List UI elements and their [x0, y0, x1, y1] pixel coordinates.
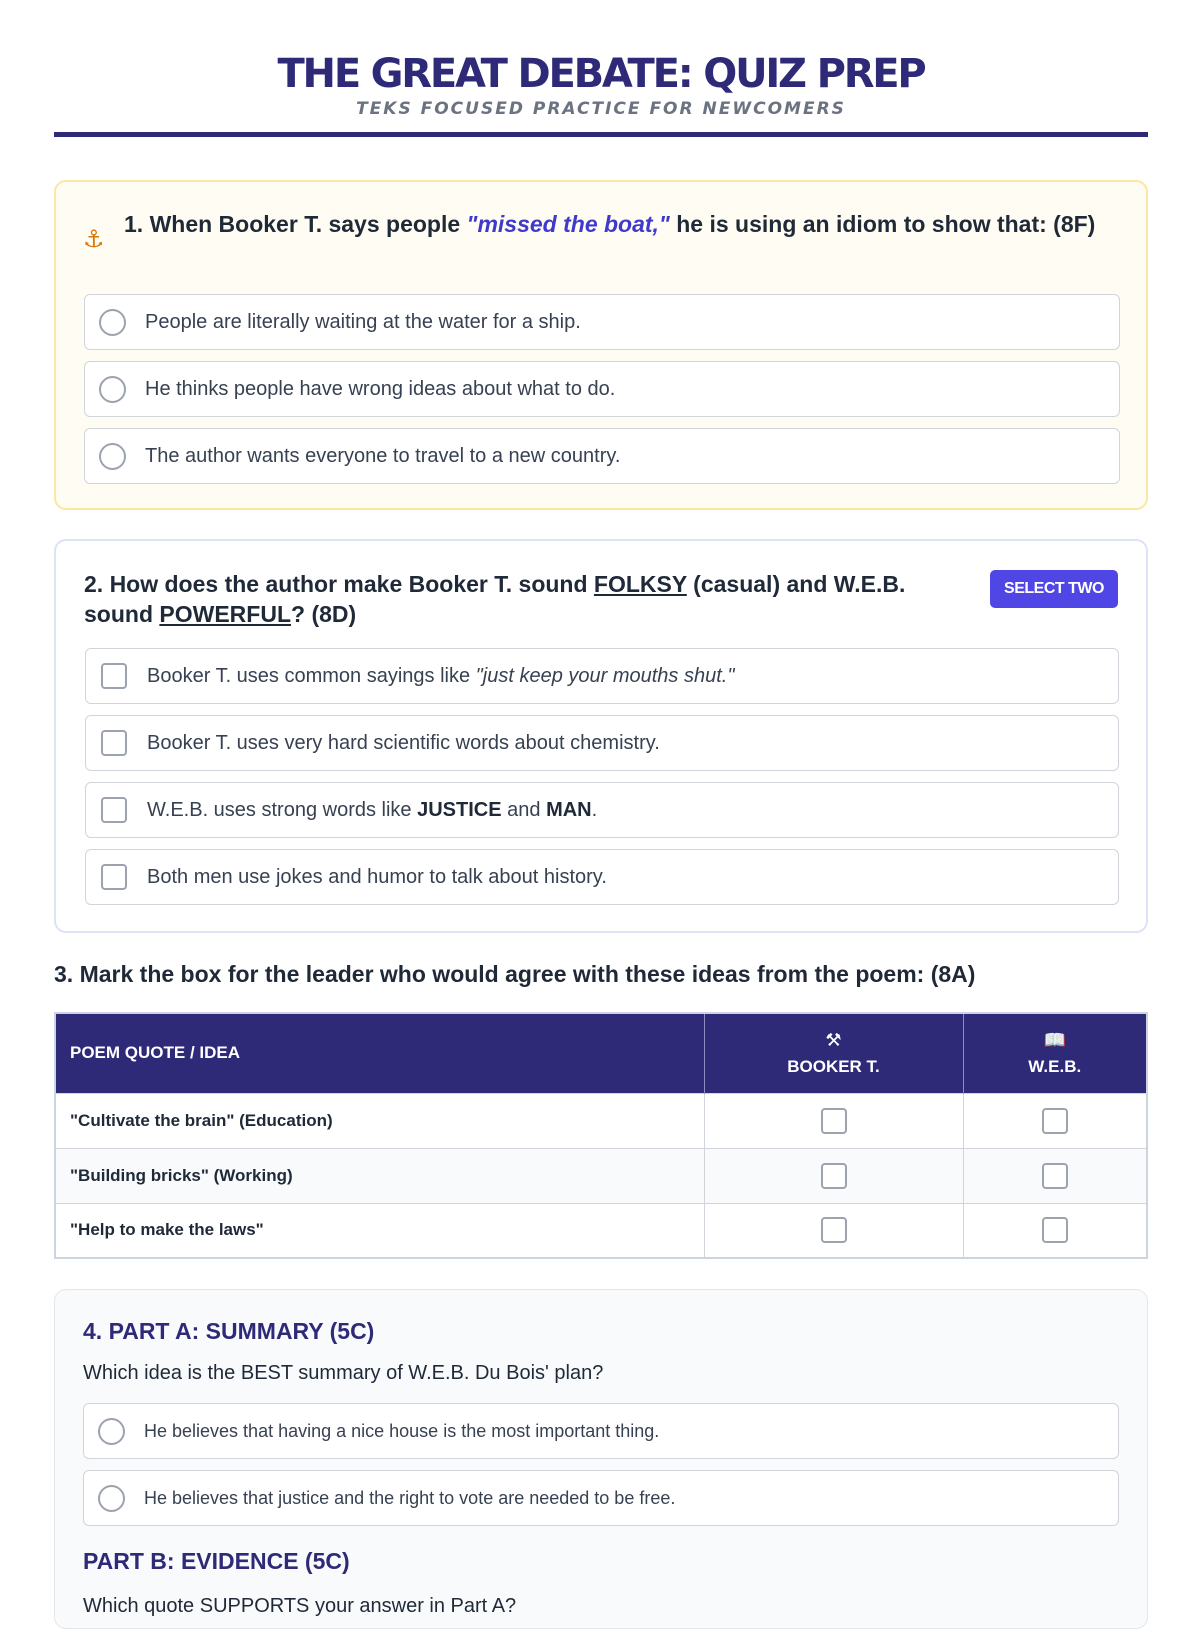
- question-1-prefix: 1. When Booker T. says people: [124, 211, 467, 237]
- page-title: THE GREAT DEBATE: QUIZ PREP: [277, 51, 925, 97]
- table-header-row: [55, 1013, 1147, 1093]
- booker-label: BOOKER T.: [787, 1057, 880, 1077]
- question-2-option-c[interactable]: [85, 782, 1119, 838]
- question-3-text: 3. Mark the box for the leader who would agree with these ideas from the poem: (8A): [54, 961, 976, 987]
- option-quote: "just keep your mouths shut.": [475, 664, 735, 687]
- header-divider: [54, 132, 1148, 137]
- radio-button[interactable]: [98, 1485, 125, 1512]
- question-2-text: [84, 569, 944, 629]
- question-2-option-a[interactable]: [85, 648, 1119, 704]
- question-1-option-b[interactable]: [84, 361, 1120, 417]
- question-2-part2: (casual) and W.E.B. sound: [84, 571, 906, 627]
- table-row: [55, 1093, 1147, 1148]
- question-1-option-c[interactable]: [84, 428, 1120, 484]
- justice-keyword: JUSTICE: [417, 798, 502, 821]
- anchor-icon: ⚓: [83, 226, 105, 253]
- part-a-question: Which idea is the BEST summary of W.E.B. Du Bois' plan?: [83, 1362, 604, 1384]
- option-label: [147, 665, 734, 688]
- poem-idea: "Building bricks" (Working): [55, 1148, 704, 1203]
- option-label: He believes that justice and the right to vote are needed to be free.: [144, 1487, 676, 1508]
- web-checkbox[interactable]: [1042, 1217, 1068, 1243]
- booker-cell: [704, 1203, 963, 1258]
- booker-checkbox[interactable]: [821, 1163, 847, 1189]
- column-header-booker: [704, 1013, 963, 1093]
- question-4-option-b[interactable]: [83, 1470, 1119, 1526]
- powerful-keyword: POWERFUL: [159, 601, 291, 627]
- option-label: Both men use jokes and humor to talk about history.: [147, 865, 607, 888]
- option-label: He thinks people have wrong ideas about what to do.: [145, 377, 616, 400]
- option-label: The author wants everyone to travel to a new country.: [145, 444, 621, 467]
- question-2-card: [54, 539, 1148, 933]
- option-text: Booker T. uses common sayings like: [147, 664, 476, 687]
- question-2-option-d[interactable]: [85, 849, 1119, 905]
- part-a-heading: 4. PART A: SUMMARY (5C): [83, 1318, 375, 1344]
- poem-idea: "Help to make the laws": [55, 1203, 704, 1258]
- radio-button[interactable]: [98, 1418, 125, 1445]
- checkbox[interactable]: [101, 730, 127, 756]
- checkbox[interactable]: [101, 797, 127, 823]
- booker-cell: [704, 1148, 963, 1203]
- part-b-heading: PART B: EVIDENCE (5C): [83, 1548, 350, 1574]
- web-checkbox[interactable]: [1042, 1163, 1068, 1189]
- question-4-card: [54, 1289, 1148, 1629]
- hammer-icon: ⚒: [825, 1030, 842, 1051]
- question-1-suffix: he is using an idiom to show that: (8F): [669, 211, 1096, 237]
- book-icon: 📖: [1043, 1030, 1066, 1051]
- option-label: [147, 799, 597, 822]
- table-row: [55, 1203, 1147, 1258]
- web-cell: [963, 1093, 1147, 1148]
- question-1-idiom: "missed the boat,": [466, 211, 670, 237]
- booker-checkbox[interactable]: [821, 1108, 847, 1134]
- question-1-option-a[interactable]: [84, 294, 1120, 350]
- column-header-web: [963, 1013, 1147, 1093]
- web-label: W.E.B.: [1028, 1057, 1082, 1077]
- option-label: He believes that having a nice house is the most important thing.: [144, 1420, 660, 1441]
- booker-checkbox[interactable]: [821, 1217, 847, 1243]
- web-cell: [963, 1148, 1147, 1203]
- leader-agreement-table: [54, 1012, 1148, 1259]
- page-header: [54, 50, 1148, 120]
- web-checkbox[interactable]: [1042, 1108, 1068, 1134]
- column-header-idea: POEM QUOTE / IDEA: [55, 1013, 704, 1093]
- question-2-part1: 2. How does the author make Booker T. sound: [84, 571, 594, 597]
- radio-button[interactable]: [99, 309, 126, 336]
- option-text: .: [591, 798, 598, 821]
- booker-cell: [704, 1093, 963, 1148]
- question-1-text: [124, 208, 1114, 240]
- question-2-part3: ? (8D): [291, 601, 357, 627]
- option-text: and: [501, 798, 547, 821]
- table-row: [55, 1148, 1147, 1203]
- folksy-keyword: FOLKSY: [593, 571, 687, 597]
- page-subtitle: TEKS FOCUSED PRACTICE FOR NEWCOMERS: [356, 99, 846, 119]
- question-2-option-b[interactable]: [85, 715, 1119, 771]
- man-keyword: MAN: [546, 798, 592, 821]
- question-4-option-a[interactable]: [83, 1403, 1119, 1459]
- poem-idea: "Cultivate the brain" (Education): [55, 1093, 704, 1148]
- option-label: People are literally waiting at the water for a ship.: [145, 310, 581, 333]
- question-1-card: [54, 180, 1148, 510]
- part-b-question: Which quote SUPPORTS your answer in Part A?: [83, 1595, 517, 1617]
- radio-button[interactable]: [99, 376, 126, 403]
- checkbox[interactable]: [101, 864, 127, 890]
- radio-button[interactable]: [99, 443, 126, 470]
- option-text: W.E.B. uses strong words like: [147, 798, 418, 821]
- option-label: Booker T. uses very hard scientific words about chemistry.: [147, 731, 660, 754]
- select-two-badge: SELECT TWO: [990, 570, 1118, 608]
- web-cell: [963, 1203, 1147, 1258]
- checkbox[interactable]: [101, 663, 127, 689]
